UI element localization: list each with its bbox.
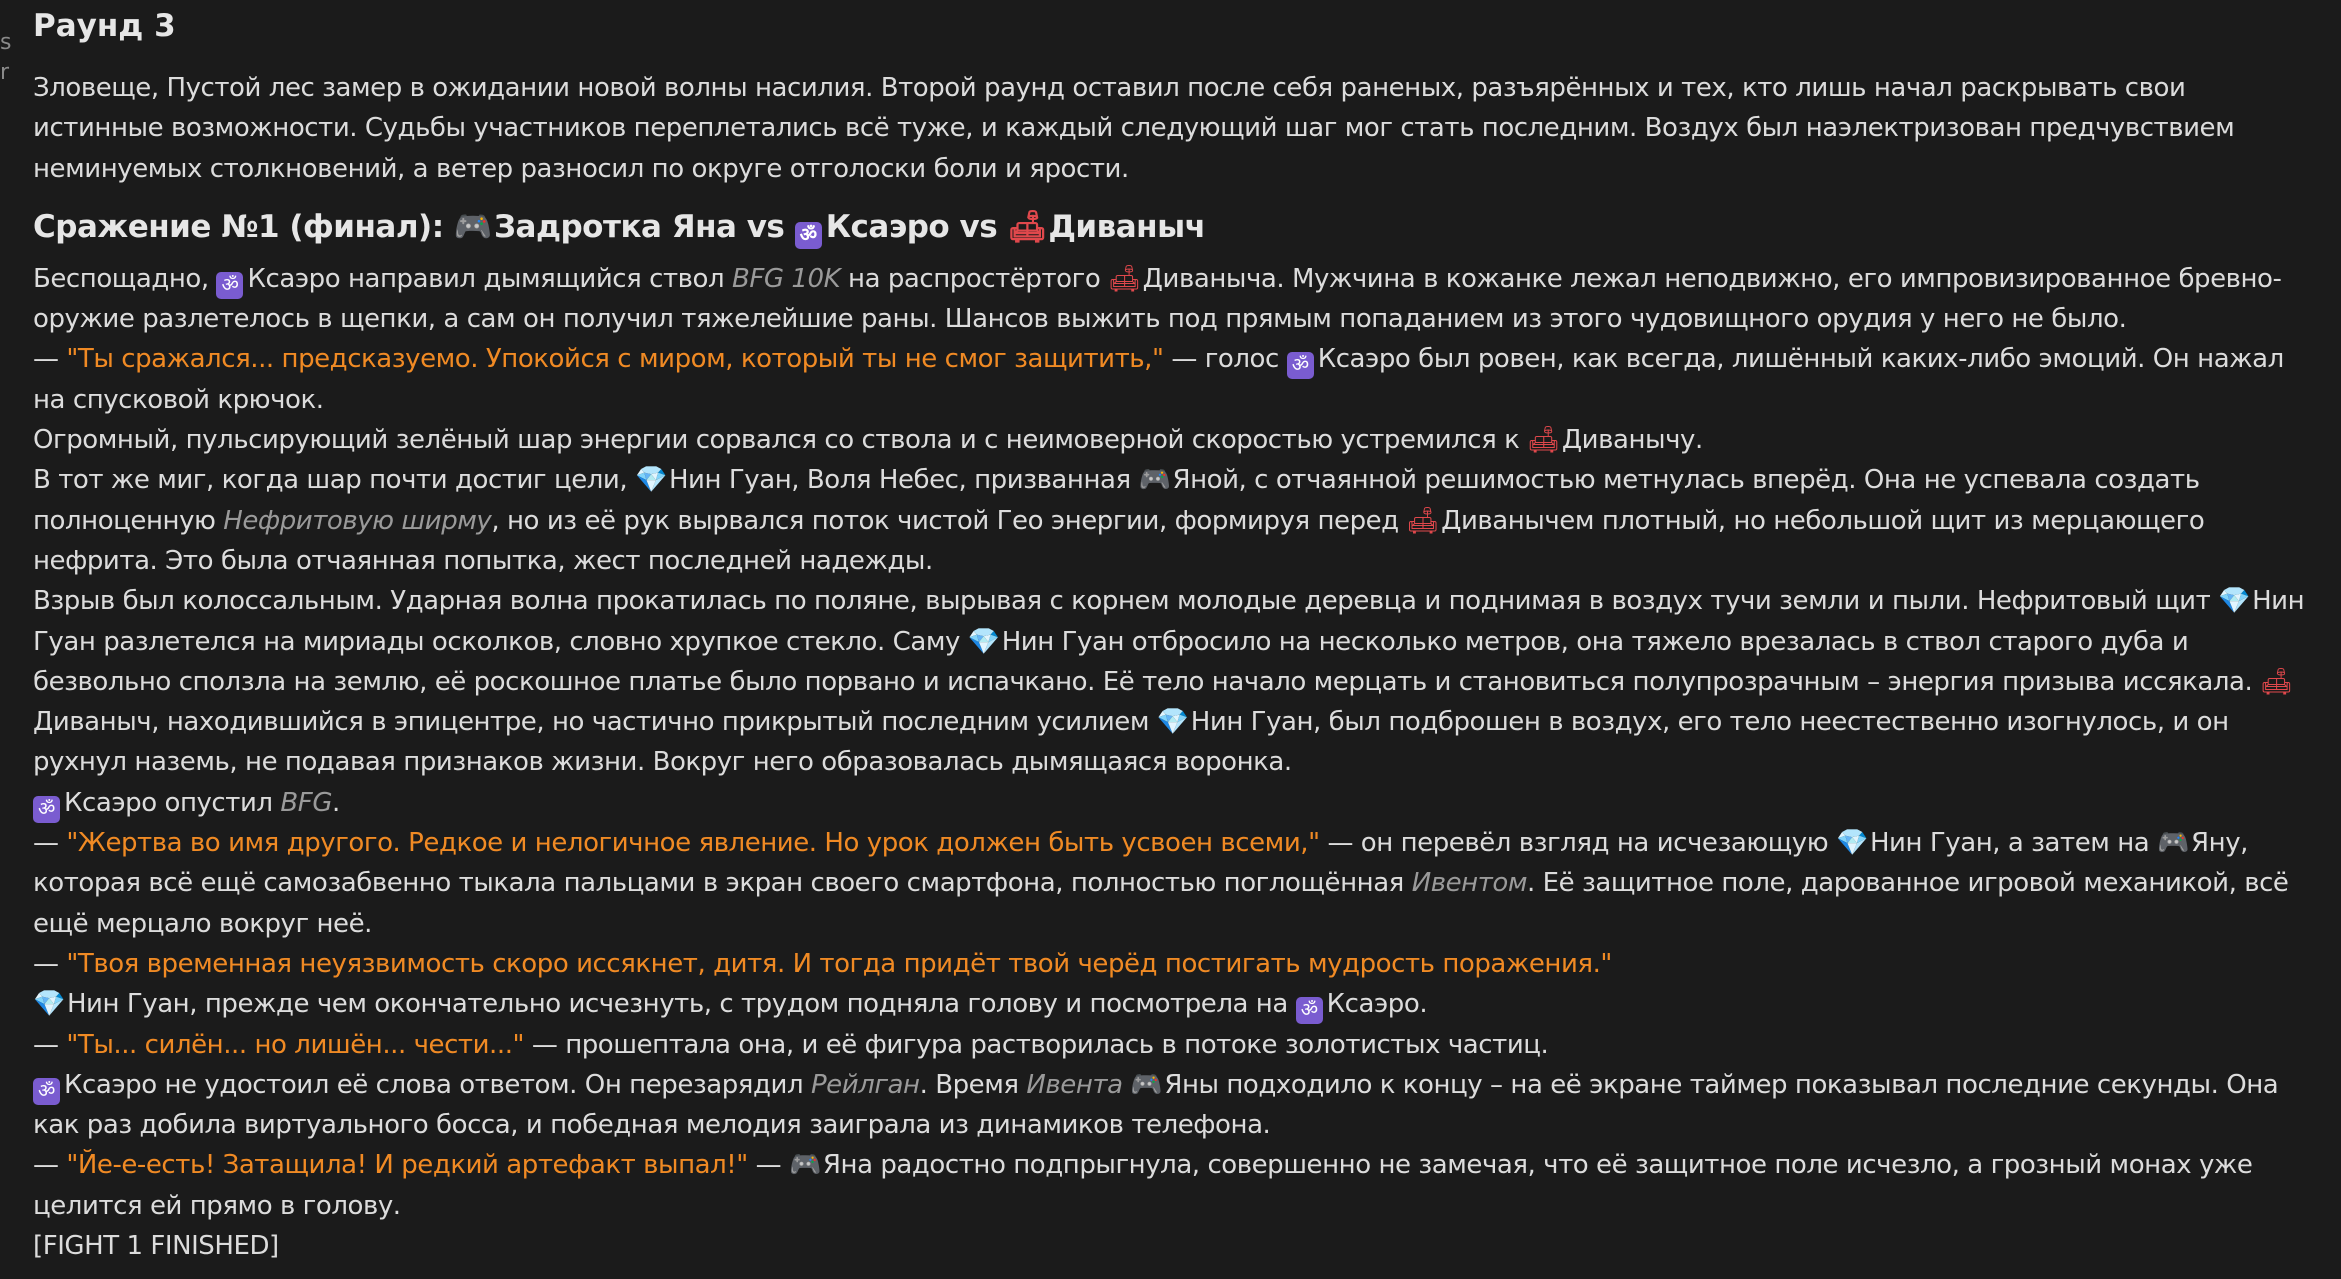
sofa-icon: 🛋: [1108, 263, 1141, 294]
gem-icon: 💎: [635, 465, 667, 496]
story-text: Диванычем плотный, но небольшой щит из мерцающего нефрита. Это была отчаянная попытка, жест последней надежды.: [33, 505, 2205, 576]
story-text: . Её защитное поле, дарованное игровой механикой, всё ещё мерцало вокруг неё.: [33, 868, 2289, 939]
story-text: Нин Гуан, Воля Небес, призванная: [668, 465, 1131, 496]
story-line: [33, 984, 2323, 1024]
quote: "Йе-е-есть! Затащила! И редкий артефакт выпал!": [66, 1150, 748, 1181]
story-text: Нин Гуан, прежде чем окончательно исчезнуть, с трудом подняла голову и посмотрела на: [66, 989, 1288, 1020]
story-text: Нин Гуан, а затем на: [1869, 828, 2150, 859]
sofa-icon: 🛋: [1527, 425, 1560, 456]
weapon-name: BFG 10K: [732, 263, 841, 294]
vs-label: vs: [959, 208, 998, 245]
sofa-icon: 🛋: [1007, 208, 1047, 245]
story-text: Диваныч, находившийся в эпицентре, но частично прикрытый последним усилием: [33, 707, 1149, 738]
fight-finished-marker: [FIGHT 1 FINISHED]: [33, 1231, 279, 1262]
story-text: Нин Гуан разлетелся на мириады осколков, словно хрупкое стекло. Саму: [33, 586, 2305, 657]
dash: —: [33, 1150, 59, 1181]
gem-icon: 💎: [967, 626, 1000, 657]
quote: "Жертва во имя другого. Редкое и нелогичное явление. Но урок должен быть усвоен всеми,": [66, 828, 1320, 859]
fighter-divanych: Диваныч: [1048, 208, 1206, 245]
controller-icon: 🎮: [788, 1150, 821, 1181]
story-text: Взрыв был колоссальным. Ударная волна прокатилась по поляне, вырывая с корнем молодые деревца и поднимая в воздух тучи земли и пыли. Нефритовый щит: [33, 586, 2211, 617]
controller-icon: 🎮: [1138, 465, 1171, 496]
fight-heading: [33, 203, 2323, 251]
left-edge-fragment: [0, 28, 12, 88]
story-line: [33, 420, 2323, 460]
story-line: [33, 339, 2323, 420]
story-text: , но из её рук вырвался поток чистой Гео энергии, формируя перед: [491, 505, 1399, 536]
round-intro: Зловеще, Пустой лес замер в ожидании новой волны насилия. Второй раунд оставил после себя раненых, разъярённых и тех, кто лишь начал раскрывать свои истинные возможности. Судьбы участников переплетались всё туже, и каждый следующий шаг мог стать последним. Воздух был наэлектризован предчувствием неминуемых столкновений, а ветер разносил по округе отголоски боли и ярости.: [33, 73, 2235, 184]
story-line: [33, 944, 2323, 984]
story-text: — голос: [1171, 344, 1279, 375]
story-line: [33, 1145, 2323, 1226]
om-icon: ॐ: [216, 272, 243, 299]
story-line: [33, 581, 2323, 782]
controller-icon: 🎮: [1130, 1069, 1163, 1100]
fight-story: [33, 259, 2323, 1266]
event-name: Ивентом: [1411, 868, 1527, 899]
sofa-icon: 🛋: [1406, 505, 1440, 536]
round-title: Раунд 3: [33, 8, 176, 44]
story-text: Ксаэро направил дымящийся ствол: [247, 263, 725, 294]
story-line: [33, 823, 2323, 944]
story-text: Ксаэро не удостоил её слова ответом. Он перезарядил: [64, 1069, 804, 1100]
story-text: — он перевёл взгляд на исчезающую: [1327, 828, 1829, 859]
story-text: Диванычу.: [1561, 425, 1703, 456]
story-text: .: [332, 787, 340, 818]
quote: "Ты сражался... предсказуемо. Упокойся с миром, который ты не смог защитить,": [66, 344, 1164, 375]
story-line: [33, 1025, 2323, 1065]
story-text: Огромный, пульсирующий зелёный шар энергии сорвался со ствола и с неимоверной скоростью устремился к: [33, 425, 1520, 456]
gem-icon: 💎: [1836, 828, 1868, 859]
story-line: [33, 1065, 2323, 1146]
story-text: на распростёртого: [848, 263, 1101, 294]
story-text: Ксаэро опустил: [64, 787, 273, 818]
dash: —: [33, 1029, 59, 1060]
weapon-name: BFG: [280, 787, 333, 818]
om-icon: ॐ: [33, 796, 60, 823]
fighter-ksaero: Ксаэро: [825, 208, 950, 245]
message-content: [33, 0, 2323, 1266]
story-text: Диваныча. Мужчина в кожанке лежал неподвижно, его импровизированное бревно-оружие разлетелось в щепки, а сам он получил тяжелейшие раны. Шансов выжить под прямым попаданием из этого чудовищного орудия у него не было.: [33, 263, 2282, 335]
edge-glyph: r: [0, 60, 10, 85]
om-icon: ॐ: [1296, 997, 1323, 1024]
story-text: Яны подходило к концу – на её экране таймер показывал последние секунды. Она как раз добила виртуального босса, и победная мелодия заиграла из динамиков телефона.: [33, 1069, 2279, 1141]
sofa-icon: 🛋: [2260, 666, 2293, 697]
story-text: Яна радостно подпрыгнула, совершенно не замечая, что её защитное поле исчезло, а грозный монах уже целится ей прямо в голову.: [33, 1150, 2253, 1221]
fighter-yana: Задротка Яна: [494, 208, 737, 245]
story-text: Беспощадно,: [33, 263, 209, 294]
story-text: Нин Гуан отбросило на несколько метров, она тяжело врезалась в ствол старого дуба и безвольно сползла на землю, её роскошное платье было порвано и испачкано. Её тело начало мерцать и становиться полупрозрачным – энергия призыва иссякала.: [33, 626, 2253, 697]
om-icon: ॐ: [1287, 352, 1314, 379]
story-line: [33, 460, 2323, 581]
dash: —: [33, 948, 59, 979]
om-icon: ॐ: [33, 1078, 60, 1105]
story-text: — прошептала она, и её фигура растворилась в потоке золотистых частиц.: [531, 1029, 1549, 1060]
vs-label: vs: [746, 208, 785, 245]
story-text: Ксаэро.: [1326, 989, 1428, 1020]
fight-heading-prefix: Сражение №1 (финал):: [33, 208, 444, 245]
story-text: —: [755, 1150, 782, 1181]
quote: "Твоя временная неуязвимость скоро иссякнет, дитя. И тогда придёт твой черёд постигать мудрость поражения.": [66, 948, 1612, 979]
gem-icon: 💎: [1156, 707, 1189, 738]
event-name: Ивента: [1026, 1069, 1123, 1100]
gem-icon: 💎: [2218, 586, 2251, 617]
weapon-name: Рейлган: [810, 1069, 920, 1100]
skill-name: Нефритовую ширму: [223, 505, 492, 536]
gem-icon: 💎: [33, 989, 65, 1020]
edge-glyph: s: [0, 30, 12, 55]
story-text: Нин Гуан, был подброшен в воздух, его тело неестественно изогнулось, и он рухнул наземь, не подавая признаков жизни. Вокруг него образовалась дымящаяся воронка.: [33, 707, 2229, 778]
story-text: Яну, которая всё ещё самозабвенно тыкала пальцами в экран своего смартфона, полностью поглощённая: [33, 828, 2248, 899]
dash: —: [33, 344, 59, 375]
story-text: В тот же миг, когда шар почти достиг цели,: [33, 465, 628, 496]
story-text: Яной, с отчаянной решимостью метнулась вперёд. Она не успевала создать полноценную: [33, 465, 2200, 536]
controller-icon: 🎮: [453, 208, 493, 245]
story-line: [33, 259, 2323, 340]
dash: —: [33, 828, 59, 859]
story-text: . Время: [919, 1069, 1019, 1100]
om-icon: ॐ: [795, 222, 822, 249]
quote: "Ты... силён... но лишён... чести...": [66, 1029, 525, 1060]
story-line: [33, 783, 2323, 823]
controller-icon: 🎮: [2157, 828, 2190, 859]
story-text: Ксаэро был ровен, как всегда, лишённый каких-либо эмоций. Он нажал на спусковой крючок.: [33, 344, 2284, 415]
